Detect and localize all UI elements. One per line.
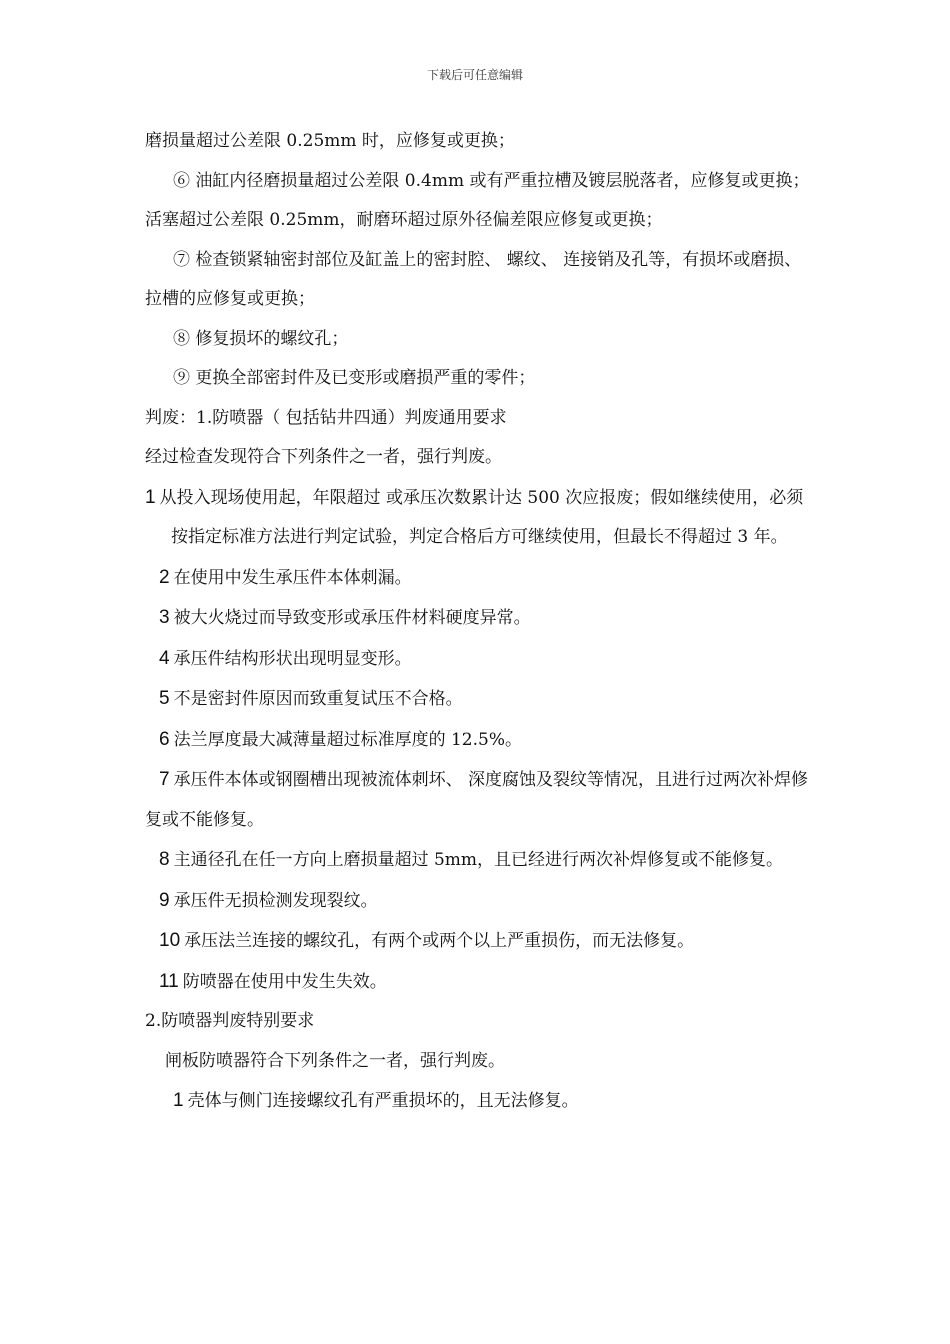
scrap-item-text: 从投入现场使用起，年限超过 或承压次数累计达 500 次应报废；假如继续使用，必须按指定标准方法进行判定试验，判定合格后方可继续使用，但最长不得超过 3 年。 — [159, 487, 804, 547]
section-heading-special: 2.防喷器判废特别要求 — [145, 1011, 315, 1031]
scrap-item-text: 承压法兰连接的螺纹孔，有两个或两个以上严重损伤，而无法修复。 — [184, 931, 695, 951]
scrap-item-text: 在使用中发生承压件本体刺漏。 — [173, 567, 412, 588]
scrap-item-text: 承压件本体或钢圈槽出现被流体刺坏、 深度腐蚀及裂纹等情况，且进行过两次补焊修复或不能修复。 — [145, 770, 808, 830]
paragraph-item-7: ⑦ 检查锁紧轴密封部位及缸盖上的密封腔、 螺纹、 连接销及孔等，有损坏或磨损、 拉槽的应修复或更换； — [145, 249, 802, 309]
scrap-item-number: 7 — [159, 769, 170, 790]
scrap-item-text: 主通径孔在任一方向上磨损量超过 5mm，且已经进行两次补焊修复或不能修复。 — [173, 850, 784, 870]
special-item-number: 1 — [173, 1090, 184, 1111]
scrap-item-number: 8 — [159, 849, 170, 870]
scrap-item — [145, 921, 810, 962]
paragraph-item-8: ⑧ 修复损坏的螺纹孔； — [173, 328, 349, 349]
paragraph-scrap-intro: 经过检查发现符合下列条件之一者，强行判废。 — [145, 447, 502, 467]
paragraph-special-intro: 闸板防喷器符合下列条件之一者，强行判废。 — [165, 1050, 505, 1071]
scrap-item-text: 法兰厚度最大减薄量超过标准厚度的 12.5%。 — [173, 729, 522, 750]
scrap-item-text: 承压件无损检测发现裂纹。 — [173, 890, 378, 911]
scrap-item-text: 不是密封件原因而致重复试压不合格。 — [173, 689, 463, 709]
scrap-item-text: 防喷器在使用中发生失效。 — [182, 971, 387, 992]
scrap-item-number: 5 — [159, 688, 170, 709]
paragraph-wear-limit: 磨损量超过公差限 0.25mm 时，应修复或更换； — [145, 131, 515, 151]
scrap-item — [145, 840, 810, 881]
section-heading-scrap-general: 判废：1.防喷器（ 包括钻井四通）判废通用要求 — [145, 407, 507, 428]
scrap-item-number: 10 — [159, 930, 181, 951]
scrap-item-number: 2 — [159, 566, 170, 588]
special-item — [145, 1081, 810, 1122]
paragraph-item-9: ⑨ 更换全部密封件及已变形或磨损严重的零件； — [173, 368, 536, 388]
scrap-item-number: 9 — [159, 889, 170, 911]
scrap-item-number: 6 — [159, 728, 170, 750]
scrap-item — [145, 720, 810, 761]
paragraph-item-6: ⑥ 油缸内径磨损量超过公差限 0.4mm 或有严重拉槽及镀层脱落者，应修复或更换；活塞超过公差限 0.25mm，耐磨环超过原外径偏差限应修复或更换； — [145, 170, 810, 230]
scrap-item — [145, 760, 810, 840]
scrap-item — [145, 881, 810, 922]
scrap-item — [145, 558, 810, 599]
scrap-item — [145, 679, 810, 720]
special-item-text: 壳体与侧门连接螺纹孔有严重损坏的，且无法修复。 — [187, 1091, 579, 1111]
scrap-item-number: 4 — [159, 647, 170, 669]
scrap-item — [145, 598, 810, 639]
scrap-item — [145, 639, 810, 680]
scrap-item — [145, 478, 810, 558]
scrap-item — [145, 962, 810, 1003]
scrap-item-number: 11 — [159, 970, 179, 992]
scrap-item-number: 3 — [159, 607, 170, 628]
document-body — [145, 122, 810, 1122]
scrap-item-text: 被大火烧过而导致变形或承压件材料硬度异常。 — [173, 608, 531, 628]
page-header: 下载后可任意编辑 — [426, 68, 523, 82]
scrap-item-text: 承压件结构形状出现明显变形。 — [173, 648, 412, 669]
scrap-item-number: 1 — [145, 486, 156, 508]
